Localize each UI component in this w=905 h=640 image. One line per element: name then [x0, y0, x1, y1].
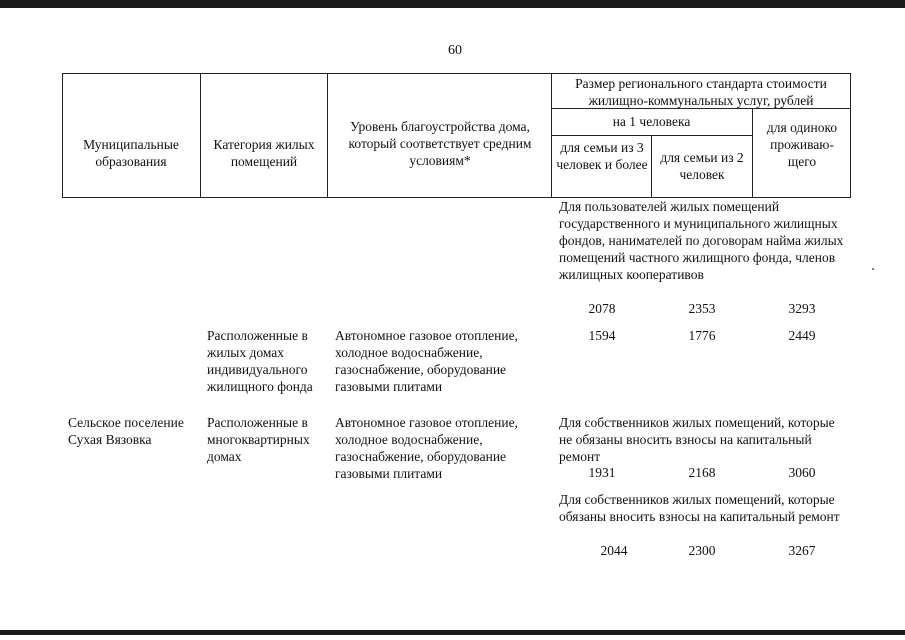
note-owners-not-obliged: Для собственников жилых помещений, которые не обязаны вносить взносы на капитальный ремонт: [559, 415, 835, 464]
note-tenants: Для пользователей жилых помещений государственного и муниципального жилищных фондов, нанимателей по договорам найма жилых помещений частного жилищного фонда, членов жилищных кооперативов: [559, 199, 844, 282]
value-obliged-family3: 2044: [600, 543, 628, 558]
header-family3: для семьи из 3 человек и более: [556, 140, 648, 172]
value-tenants-family2: 2353: [688, 301, 716, 316]
value-tenants-single: 3293: [788, 301, 816, 316]
municipality-name: Сельское поселение Сухая Вязовка: [68, 415, 184, 447]
scan-bottom-border: [0, 630, 905, 635]
value-not-obliged-family2: 2168: [688, 465, 716, 480]
header-divider-4: [752, 108, 753, 198]
value-not-obliged-family3: 1931: [588, 465, 616, 480]
note-owners-obliged: Для собственников жилых помещений, которые обязаны вносить взносы на капитальный ремонт: [559, 492, 840, 524]
value-obliged-family2: 2300: [688, 543, 716, 558]
header-single: для одиноко проживаю-щего: [766, 120, 838, 169]
header-divider-5: [651, 135, 652, 198]
value-individual-family2: 1776: [688, 328, 716, 343]
header-per-person: на 1 человека: [612, 114, 691, 129]
header-family2: для семьи из 2 человек: [660, 150, 744, 182]
value-individual-single: 2449: [788, 328, 816, 343]
category-individual-houses: Расположенные в жилых домах индивидуального жилищного фонда: [207, 328, 313, 394]
category-apartment-buildings: Расположенные в многоквартирных домах: [207, 415, 310, 464]
scan-speck: [872, 268, 874, 270]
header-municipality: Муниципальные образования: [83, 137, 179, 169]
header-right-line: [850, 73, 851, 198]
page-number: 60: [448, 43, 462, 58]
value-not-obliged-single: 3060: [788, 465, 816, 480]
header-divider-1: [200, 73, 201, 198]
header-category: Категория жилых помещений: [213, 137, 315, 169]
value-obliged-single: 3267: [788, 543, 816, 558]
header-left-line: [62, 73, 63, 198]
value-individual-family3: 1594: [588, 328, 616, 343]
scan-top-border: [0, 0, 905, 8]
level-apartment-buildings: Автономное газовое отопление, холодное водоснабжение, газоснабжение, оборудование газовыми плитами: [335, 415, 518, 481]
value-tenants-family3: 2078: [588, 301, 616, 316]
header-standard: Размер регионального стандарта стоимости жилищно-коммунальных услуг, рублей: [575, 76, 827, 108]
level-individual-houses: Автономное газовое отопление, холодное водоснабжение, газоснабжение, оборудование газовыми плитами: [335, 328, 518, 394]
header-divider-2: [327, 73, 328, 198]
header-top-line: [62, 73, 851, 74]
header-level: Уровень благоустройства дома, который соответствует средним условиям*: [348, 119, 532, 168]
